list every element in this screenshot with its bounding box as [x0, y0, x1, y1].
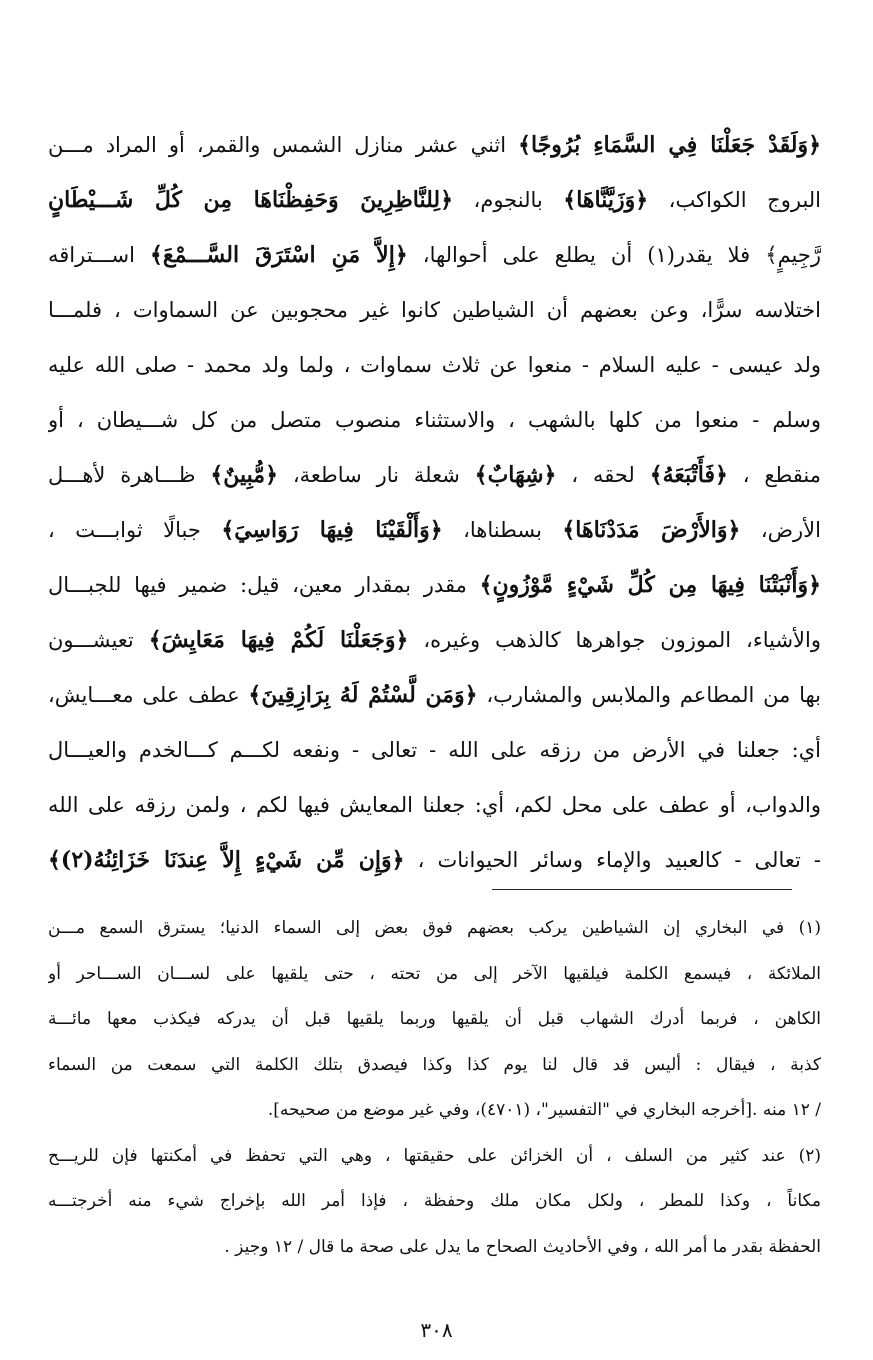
- footnote-line: كذبة ، فيقال : أليس قد قال لنا يوم كذا وكذا فيصدق بتلك الكلمة التي سمعت من السماء: [48, 1054, 821, 1075]
- footnote-line: الحفظة بقدر ما أمر الله ، وفي الأحاديث الصحاح ما يدل على صحة ما قال / ١٢ وجيز .: [224, 1236, 821, 1257]
- footnote-separator: [492, 889, 792, 890]
- quran-verse: ﴿وَلَقَدْ جَعَلْنَا فِي السَّمَاءِ بُرُوجًا﴾: [518, 132, 821, 158]
- main-text-line: رَّجِيمٍ﴾ فلا يقدر(١) أن يطلع على أحوالها، ﴿إِلاَّ مَنِ اسْتَرَقَ السَّـــمْعَ﴾ اســـتراقه: [48, 242, 821, 268]
- quran-verse: ﴿لِلنَّاظِرِينَ وَحَفِظْنَاهَا مِن كُلِّ شَـــيْطَانٍ: [48, 187, 453, 213]
- main-text-line: - تعالى - كالعبيد والإماء وسائر الحيوانات ، ﴿وَإِن مِّن شَيْءٍ إِلاَّ عِندَنَا خَزَائِنُهُ(٢)﴾: [48, 847, 821, 873]
- main-text-line: ﴿وَلَقَدْ جَعَلْنَا فِي السَّمَاءِ بُرُوجًا﴾ اثني عشر منازل الشمس والقمر، أو المراد مـــن: [48, 132, 821, 158]
- main-text-line: اختلاسه سرًّا، وعن بعضهم أن الشياطين كانوا غير محجوبين عن السماوات ، فلمـــا: [48, 298, 821, 322]
- footnote-line: الكاهن ، فربما أدرك الشهاب قبل أن يلقيها وربما يلقيها قبل أن يدركه فيكذب معها مائـــة: [48, 1009, 821, 1029]
- quran-verse: ﴿وَإِن مِّن شَيْءٍ إِلاَّ عِندَنَا خَزَائِنُهُ(٢)﴾: [48, 847, 405, 873]
- quran-verse: ﴿وَالأَرْضَ مَدَدْنَاهَا﴾: [562, 517, 741, 543]
- quran-verse: ﴿فَأَتْبَعَهُ﴾: [649, 462, 728, 488]
- main-text-line: ﴿وَأَنْبَتْنَا فِيهَا مِن كُلِّ شَيْءٍ مَّوْزُونٍ﴾ مقدر بمقدار معين، قيل: ضمير فيها للجبـــال: [48, 572, 821, 598]
- quran-verse: ﴿وَأَلْقَيْنَا فِيهَا رَوَاسِيَ﴾: [221, 517, 443, 543]
- main-text-line: الأرض، ﴿وَالأَرْضَ مَدَدْنَاهَا﴾ بسطناها، ﴿وَأَلْقَيْنَا فِيهَا رَوَاسِيَ﴾ جبالًا ثوابـــت ،: [48, 517, 821, 543]
- footnote-line: (٢) عند كثير من السلف ، أن الخزائن على حقيقتها ، وهي التي تحفظ في أمكنتها فإن للريـــح: [48, 1145, 821, 1166]
- main-text-line: والأشياء، الموزون جواهرها كالذهب وغيره، ﴿وَجَعَلْنَا لَكُمْ فِيهَا مَعَايِشَ﴾ تعيشـــون: [48, 627, 821, 653]
- quran-verse: ﴿شِهَابٌ﴾: [474, 462, 557, 488]
- footnote-line: (١) في البخاري إن الشياطين يركب بعضهم فوق بعض إلى السماء الدنيا؛ يسترق السمع مـــن: [48, 918, 821, 938]
- quran-verse: ﴿إِلاَّ مَنِ اسْتَرَقَ السَّـــمْعَ﴾: [150, 242, 408, 268]
- footnote-line: / ١٢ منه .[أخرجه البخاري في "التفسير"، (٤٧٠١)، وفي غير موضع من صحيحه].: [267, 1100, 821, 1120]
- quran-verse: ﴿مُّبِينٌ﴾: [210, 462, 278, 488]
- main-text-line: أي: جعلنا في الأرض من رزقه على الله - تعالى - ونفعه لكـــم كـــالخدم والعيـــال: [48, 738, 821, 762]
- footnote-line: الملائكة ، فيسمع الكلمة فيلقيها الآخر إلى من تحته ، حتى يلقيها على لســـان الســـاحر أو: [48, 963, 821, 984]
- main-text-line: وسلم - منعوا من كلها بالشهب ، والاستثناء منصوب متصل من كل شـــيطان ، أو: [48, 408, 821, 432]
- main-text-line: بها من المطاعم والملابس والمشارب، ﴿وَمَن لَّسْتُمْ لَهُ بِرَازِقِينَ﴾ عطف على معـــايش،: [48, 682, 821, 708]
- quran-verse: ﴿وَجَعَلْنَا لَكُمْ فِيهَا مَعَايِشَ﴾: [148, 627, 409, 653]
- main-text-line: والدواب، أو عطف على محل لكم، أي: جعلنا المعايش فيها لكم ، ولمن رزقه على الله: [48, 793, 821, 817]
- page-number: ٣٠٨: [420, 1318, 453, 1342]
- footnote-line: مكاناً ، وكذا للمطر ، ولكل مكان ملك وحفظة ، فإذا أمر الله بإخراج شيء منه أخرجتـــه: [48, 1191, 821, 1211]
- main-text-body: [48, 118, 821, 888]
- main-text-line: منقطع ، ﴿فَأَتْبَعَهُ﴾ لحقه ، ﴿شِهَابٌ﴾ شعلة نار ساطعة، ﴿مُّبِينٌ﴾ ظـــاهرة لأهـــل: [48, 462, 821, 488]
- quran-verse: ﴿وَأَنْبَتْنَا فِيهَا مِن كُلِّ شَيْءٍ مَّوْزُونٍ﴾: [479, 572, 821, 598]
- quran-verse: ﴿وَمَن لَّسْتُمْ لَهُ بِرَازِقِينَ﴾: [248, 682, 478, 708]
- quran-verse: ﴿وَزَيَّنَّاهَا﴾: [563, 187, 649, 213]
- footnotes: [48, 906, 821, 1270]
- main-text-line: ولد عيسى - عليه السلام - منعوا عن ثلاث سماوات ، ولما ولد محمد - صلى الله عليه: [48, 353, 821, 377]
- main-text-line: البروج الكواكب، ﴿وَزَيَّنَّاهَا﴾ بالنجوم، ﴿لِلنَّاظِرِينَ وَحَفِظْنَاهَا مِن كُلِّ شَـــيْطَانٍ: [48, 187, 821, 213]
